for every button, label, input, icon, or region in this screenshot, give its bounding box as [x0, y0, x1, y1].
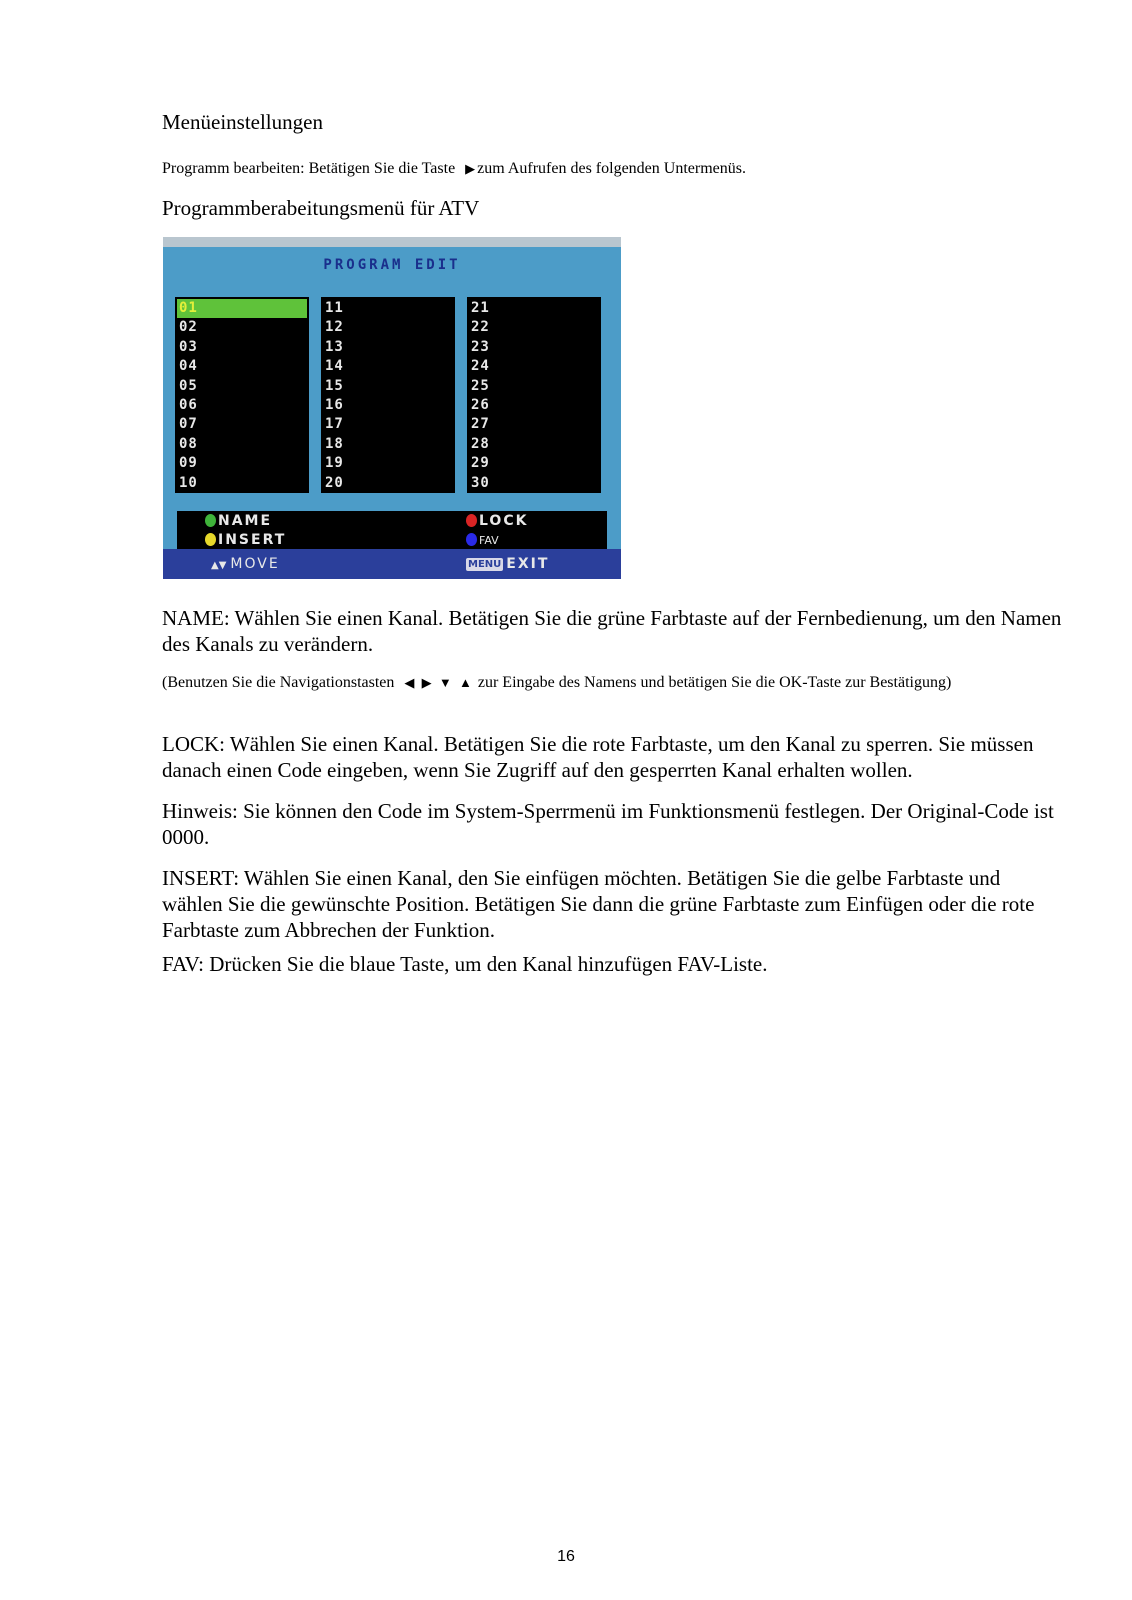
right-arrow-icon: ▶ [465, 161, 476, 176]
channel-column-1 [175, 297, 309, 493]
channel-item[interactable]: 16 [325, 397, 344, 413]
legend-move-label: MOVE [230, 556, 280, 572]
yellow-dot-icon [205, 533, 216, 546]
channel-item[interactable]: 20 [325, 474, 344, 491]
channel-item[interactable]: 19 [325, 455, 344, 472]
channel-item[interactable]: 09 [179, 455, 198, 472]
legend-move [211, 555, 280, 575]
channel-item[interactable]: 14 [325, 358, 344, 375]
channel-item[interactable]: 10 [179, 474, 198, 491]
channel-item[interactable]: 28 [471, 435, 490, 452]
channel-item[interactable]: 11 [325, 300, 344, 316]
channel-item[interactable]: 06 [179, 397, 198, 413]
legend-lock [466, 512, 528, 530]
channel-item[interactable]: 08 [179, 435, 198, 452]
channel-item[interactable]: 07 [179, 416, 198, 433]
intro-text-before: Programm bearbeiten: Betätigen Sie die Taste [162, 160, 456, 177]
menu-button-icon: MENU [468, 559, 502, 570]
paragraph-hinweis: Hinweis: Sie können den Code im System-Sperrmenü im Funktionsmenü festlegen. Der Original-Code ist 0000. [162, 799, 1054, 849]
navigation-arrows-icon: ◀ ▶ ▼ ▲ [404, 675, 474, 690]
legend-name-label: NAME [218, 513, 273, 529]
paragraph-fav: FAV: Drücken Sie die blaue Taste, um den Kanal hinzufügen FAV-Liste. [162, 952, 768, 976]
channel-item[interactable]: 01 [177, 299, 307, 318]
legend-lock-label: LOCK [479, 513, 529, 529]
channel-item[interactable]: 26 [471, 397, 490, 413]
channel-item[interactable]: 29 [471, 455, 490, 472]
channel-item[interactable]: 04 [179, 358, 198, 375]
intro-text-after: zum Aufrufen des folgenden Untermenüs. [477, 160, 746, 177]
channel-column-2 [321, 297, 455, 493]
channel-item[interactable]: 27 [471, 416, 490, 433]
nav-text-after: zur Eingabe des Namens und betätigen Sie die OK-Taste zur Bestätigung) [477, 674, 952, 691]
page-number: 16 [557, 1548, 575, 1565]
legend-panel [177, 511, 607, 549]
legend-insert-label: INSERT [218, 532, 287, 548]
paragraph-insert: INSERT: Wählen Sie einen Kanal, den Sie einfügen möchten. Betätigen Sie die gelbe Farbtaste und wählen Sie die gewünschte Position. Betätigen Sie dann die grüne Farbtaste zum Einfügen oder die rote Farbtaste zum Abbrechen der Funktion. [162, 866, 1035, 942]
nav-text-before: (Benutzen Sie die Navigationstasten [162, 674, 395, 691]
red-dot-icon [466, 514, 477, 527]
channel-item[interactable]: 15 [325, 377, 344, 394]
channel-item[interactable]: 18 [325, 435, 344, 452]
channel-column-3 [467, 297, 601, 493]
channel-item[interactable]: 30 [471, 474, 490, 491]
channel-item[interactable]: 13 [325, 338, 344, 355]
legend-name [205, 512, 272, 530]
legend-exit-label: EXIT [506, 556, 550, 572]
channel-item[interactable]: 25 [471, 377, 490, 394]
intro-line [162, 160, 746, 178]
channel-item[interactable]: 12 [325, 319, 344, 336]
program-edit-screenshot [163, 237, 621, 579]
channel-item[interactable]: 05 [179, 377, 198, 394]
channel-item[interactable]: 21 [471, 300, 490, 316]
paragraph-navigation [162, 672, 1042, 693]
channel-item[interactable]: 03 [179, 338, 198, 355]
legend-insert [205, 531, 286, 549]
channel-item[interactable]: 17 [325, 416, 344, 433]
paragraph-name: NAME: Wählen Sie einen Kanal. Betätigen Sie die grüne Farbtaste auf der Fernbedienung, um den Namen des Kanals zu verändern. [162, 606, 1062, 656]
program-edit-title: PROGRAM EDIT [323, 257, 461, 273]
sub-heading: Programmberabeitungsmenü für ATV [162, 196, 480, 220]
blue-dot-icon [466, 533, 477, 546]
page-heading: Menüeinstellungen [162, 110, 323, 134]
bottom-bar [163, 549, 621, 579]
channel-item[interactable]: 24 [471, 358, 490, 375]
paragraph-lock: LOCK: Wählen Sie einen Kanal. Betätigen Sie die rote Farbtaste, um den Kanal zu sperren. Sie müssen danach einen Code eingeben, wenn Sie Zugriff auf den gesperrten Kanal erhalten wollen. [162, 732, 1034, 782]
legend-exit [466, 555, 549, 573]
legend-fav-label: FAV [479, 534, 499, 547]
legend-fav [466, 531, 499, 550]
channel-item[interactable]: 22 [471, 319, 490, 336]
channel-item[interactable]: 02 [179, 319, 198, 336]
screen-top-strip [163, 237, 621, 247]
channel-item[interactable]: 23 [471, 338, 490, 355]
up-down-icon: ▲▼ [211, 560, 227, 571]
green-dot-icon [205, 514, 216, 527]
